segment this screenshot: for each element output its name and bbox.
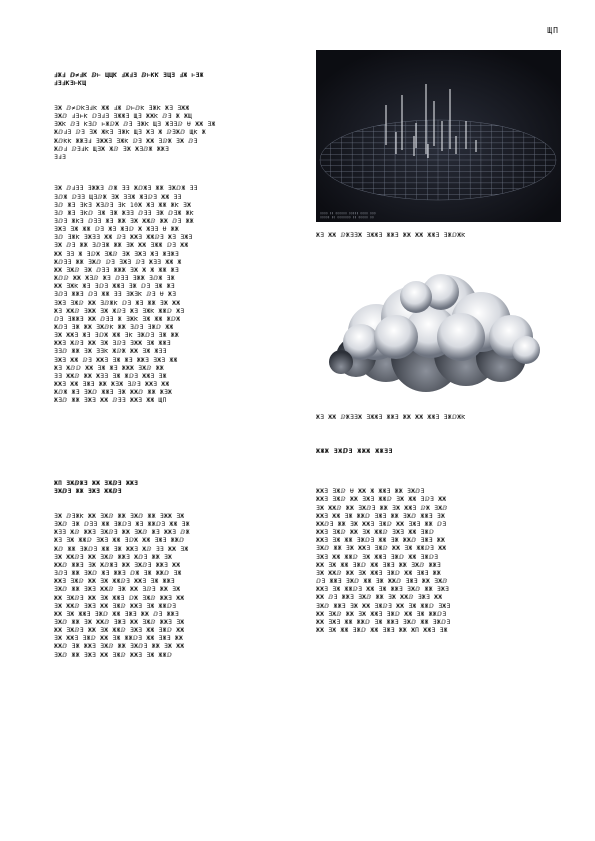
paragraph-5: ЖЖƎ ƎЖⅅ Ʉ ЖЖ Ж ЖЖƎ ЖЖ ƎЖⅅƎ ЖЖƎ ƎЖⅅ ЖЖ ƎЖƎ ЖЖⅅ ƎЖ ЖЖ ƎⅅƎ ЖЖ ƎЖ ЖЖⅅ ЖЖ ƎЖⅅƎ ЖЖ ƎЖ ЖЖƎ ⅅЖ ƎЖⅅ ЖЖƎ ЖЖ ƎЖ ЖЖⅅ ƎЖƎ ЖЖ ƎЖⅅ ЖЖƎ ƎЖ ЖЖⅅƎ ЖЖ ƎЖ ЖЖƎ ƎЖⅅ ЖЖ ƎЖƎ ЖЖ ⅅƎ ЖЖƎ ƎЖⅅ ЖЖ ƎЖ ЖЖⅅ ƎЖƎ ЖЖ ƎЖⅅ ЖЖƎ ƎЖ ЖЖ ƎЖⅅƎ ЖЖ ƎЖ ЖЖⅅ ƎЖƎ ЖЖ ƎЖⅅ ЖЖ ƎЖ ЖЖƎ ƎЖⅅ ЖЖ ƎЖ ЖЖⅅƎ ЖЖ ƎЖƎ ЖЖ ЖЖⅅ ƎЖ ЖЖƎ ƎЖⅅ ЖЖ ƎЖⅅƎ ЖЖ ƎЖ ЖЖ ƎЖⅅ ЖЖ ƎЖƎ ЖЖ ƎЖⅅ ЖЖƎ ƎЖ ЖЖⅅ ЖЖ ƎЖ ЖЖƎ ƎЖⅅ ЖЖ ƎЖƎ ЖЖ ⅅƎ ЖЖƎ ƎЖⅅ ЖЖ ƎЖ ЖЖⅅ ƎЖƎ ЖЖ ƎЖⅅ ЖЖƎ ƎЖ ЖЖⅅƎ ЖЖ ƎЖ ЖЖƎ ƎЖⅅ ЖЖ ƎЖƎ ЖЖ ⅅƎ ЖЖƎ ƎЖⅅ ЖЖ ƎЖ ЖЖⅅ ƎЖƎ ЖЖ ƎЖⅅ ЖЖƎ ƎЖ ЖЖ ƎЖⅅƎ ЖЖ ƎЖ ЖЖⅅ ƎЖƎ ЖЖ ƎЖⅅ ЖЖ ƎЖ ЖЖƎ ƎЖⅅ ЖЖ ƎЖ ЖЖⅅƎ ЖЖ ƎЖƎ ЖЖ ЖЖⅅ ƎЖ ЖЖƎ ƎЖⅅ ЖЖ ƎЖⅅƎ ЖЖ ƎЖ ЖЖ ƎЖⅅ ЖЖ ƎЖƎ ЖЖ ЖΠ ЖЖƎ ƎЖ [316,488,451,634]
paragraph-4: ƎЖ ⅅƎЖƘ ЖЖ ƎЖⅅ ЖЖ ƎЖⅅ ЖЖ ƎЖЖ ƎЖ ƎЖⅅ ƎЖ ⅅƎƎ ЖЖ ƎЖⅅƎ ЖƎ ЖЖⅅƎ ЖЖ ƎЖ ЖƎƎ Жⅅ ЖЖƎ ƎЖⅅƎ ЖЖ ƎЖⅅ ЖƎ ЖЖƎ ⅅЖ ЖƎ ƎЖ ЖЖⅅ ƎЖƎ ЖЖ ƎⅅЖ ЖЖ ƎЖƎ ЖЖⅅ Жⅅ ЖЖ ƎЖⅅƎ ЖЖ ƎЖ ЖЖƎ Жⅅ ƎƎ ЖЖ ƎЖ ƎЖ ЖЖⅅƎ ЖЖ ƎЖⅅ ЖЖƎ ЖⅅƎ ЖЖ ƎЖ ЖЖⅅ ЖЖƎ ƎЖ ЖⅅЖƎ ЖЖ ƎЖⅅƎ ЖЖƎ ЖЖ ƎⅅƎ ЖЖ ƎЖⅅ ЖƎ ЖЖƎ ⅅЖ ƎЖ ЖЖⅅ ƎЖ ЖЖƎ ƎЖⅅ ЖЖ ƎЖ ЖЖⅅƎ ЖЖƎ ƎЖ ЖЖƎ ƎЖⅅ ЖЖ ƎЖƎ ЖЖⅅ ƎЖ ЖЖ ƎⅅƎ ЖЖ ƎЖ ЖЖ ƎЖⅅƎ ЖЖ ƎЖ ЖЖƎ ⅅЖ ƎЖⅅ ЖЖƎ ЖЖ ƎЖ ЖЖⅅ ƎЖƎ ЖЖ ƎЖⅅ ЖЖƎ ƎЖ ЖЖⅅƎ ЖЖ ƎЖ ЖЖƎ ƎЖⅅ ЖЖ ƎЖƎ ЖЖ ⅅƎ ЖЖƎ ƎЖⅅ ЖЖ ƎЖ ЖЖⅅ ƎЖƎ ЖЖ ƎЖⅅ ЖЖƎ ƎЖ ЖЖ ƎЖⅅƎ ЖЖ ƎЖ ЖЖⅅ ƎЖƎ ЖЖ ƎЖⅅ ЖЖ ƎЖ ЖЖƎ ƎЖⅅ ЖЖ ƎЖ ЖЖⅅƎ ЖЖ ƎЖƎ ЖЖ ЖЖⅅ ƎЖ ЖЖƎ ƎЖⅅ ЖЖ ƎЖⅅƎ ЖЖ ƎЖ ЖЖ ƎЖⅅ ЖЖ ƎЖƎ ЖЖ ƎЖⅅ ЖЖƎ ƎЖ ЖЖⅅ [54,512,190,659]
left-column-top [54,56,304,421]
svg-text:▯▯▯▯▯ ▯▯ ▯▯▯▯▯▯▯ ▯▯ ▯▯▯▯▯ ▯▯: ▯▯▯▯▯ ▯▯ ▯▯▯▯▯▯▯ ▯▯ ▯▯▯▯▯ ▯▯ [320,215,374,219]
paragraph-1: ℲЖℲ ⅅ≠ℲƘ ⅅ⊢ ЩЩƘ ℲЖℲƎ ⅅ⊢ƘƘ ƎЩƎ ℲЖ ⊢ƎЖ ℲƎℲƘƎ⊢ƘЩ [54,72,204,88]
subsection-heading: ЖΠ ƎЖⅅЖƎ ЖЖ ƎЖⅅƎ ЖЖƎ ƎЖⅅƎ ЖЖ ƎЖƎ ЖЖⅅƎ [54,480,139,496]
section-heading: ЖЖЖ ƎЖⅅƎ ЖЖЖ ЖЖƎƎ [316,447,393,455]
figure-2-caption: ЖƎ ЖЖ ⅅЖƎƎЖ ƎЖЖƎ ЖЖƎ ЖЖ ЖЖ ЖЖƎ ƎЖⅅЖƘ [316,414,466,421]
figure-1-caption: ЖƎ ЖЖ ⅅЖƎƎЖ ƎЖЖƎ ЖЖƎ ЖЖ ЖЖ ЖЖƎ ƎЖⅅЖƘ [316,232,466,239]
figure-2-image [316,262,561,402]
left-column-bottom [54,464,304,675]
right-column-bottom [316,472,566,650]
svg-text:▯▯▯▯ ▯▯ ▯▯▯▯▯▯ ▯▯▯▯▯ ▯▯▯▯ ▯▯▯: ▯▯▯▯ ▯▯ ▯▯▯▯▯▯ ▯▯▯▯▯ ▯▯▯▯ ▯▯▯ [320,211,376,215]
page-number: ЩΠ [547,26,559,35]
cloud-puff [400,281,432,313]
cloud-puff [329,350,353,374]
paragraph-3: ƎЖ ⅅℲƎƎ ƎЖЖƎ ⅅЖ ƎƎ ЖⅅЖƎ ЖЖ ƎЖⅅЖ ƎƎ ƎⅅЖ ⅅƎƎ ЩƎⅅЖ ƎЖ ƎƎЖ ЖƎⅅƎ ЖЖ ƎƎ Ǝⅅ ЖƎ ƎƘƎ ЖƎⅅƎ ƎƘ 10Ж ЖƎ ЖЖ ЖƘ ƎЖ Ǝⅅ ЖƎ ƎƘⅅ ƎЖ ƎЖ ЖƎƎ ⅅƎƎ ƎЖ ⅅƎЖ ЖƘ ƎⅅƎ ЖƘƎ ⅅƎƎ ЖƎ ЖЖ ƎЖ ЖЖⅅ ЖЖ ⅅƎ ЖЖ ƎЖƎ ƎЖ ЖЖ ⅅƎ ЖƎ ЖƎⅅ Ж ЖƎƎ Ʉ ЖЖ Ǝⅅ ƎЖƘ ƎЖƎƎ ЖЖ ⅅƎ ЖЖƎ ЖЖⅅƎ ЖƎ ƎЖƎ ƎЖ ⅅƎ ЖЖ ƎⅅƎЖ ЖЖ ƎЖ ЖЖ ƎЖЖ ⅅƎ ЖЖ ЖЖ ƎƎ Ж ƎⅅЖ ƎЖⅅ ƎЖ ƎЖƎ ЖƎ ЖƎЖƎ ЖⅅƎƎ ЖЖ ƎЖⅅ ⅅƎ ƎЖƎ ⅅƎ ЖƎƎ ЖЖ Ж ЖЖ ƎЖⅅ ƎЖ ⅅƎƎ ЖЖЖ ƎЖ Ж Ж ЖЖ ЖƎ Жⅅⅅ ЖЖ ЖƎⅅ ЖƎ ⅅƎƎ ƎЖЖ ƎⅅЖ ƎЖ ЖЖ ƎЖƘ ЖƎ ƎⅅƎ ЖЖƎ ƎЖ ⅅƎ ƎЖ ЖƎ ƎⅅƎ ЖЖƎ ⅅƎ ЖЖ ƎƎ ƎЖƎƘ ⅅƎ Ʉ ЖƎ ƎЖƎ ƎЖⅅ ЖЖ ƎⅅЖƘ ⅅƎ ЖƎ ЖЖ ƎЖ ЖЖ ЖƎ ЖЖⅅ ƎЖЖ ƎЖ ЖⅅƎ ЖƎ ƎЖƘ ЖЖⅅ ЖƎ ⅅƎ ƎЖЖƎ ЖЖ ⅅƎƎ Ж ƎЖƘ ƎЖ ЖЖ ЖⅅЖ ЖⅅƎ ƎЖ ЖЖ ƎЖⅅƘ ЖЖ ƎⅅƎ ƎЖⅅ ЖЖ ƎЖ ЖЖƎ ЖƎ ƎⅅЖ ЖЖ ƎƘ ƎЖⅅƎ ƎЖ ЖЖ ЖЖƎ ЖⅅƎ ЖЖ ƎЖ ƎⅅƎ ƎЖЖ ƎЖ ЖЖƎ ƎƎⅅ ЖЖ ƎЖ ƎƎƘ ЖⅅЖ ЖЖ ƎЖ ЖƎƎ ƎЖƎ ЖЖ ⅅƎ ЖЖƎ ƎЖ ЖƎ ЖЖƎ ƎЖƎ ЖЖ ЖƎ Жⅅⅅ ЖЖ ƎЖ ЖƎ ЖЖЖ ƎЖⅅ ЖЖ ƎƎ ЖЖⅅ ЖЖ ЖƎƎ ƎЖ ЖⅅƎ ЖЖƎ ƎЖ ЖЖƎ ЖЖ ƎЖƎ ЖЖ ЖƎЖ ƎⅅƎ ЖЖƎ ЖЖ ЖⅅЖ ЖƎ ƎЖⅅ ЖЖƎ ƎЖ ЖЖⅅ ЖЖ ЖƎЖ ЖƎⅅ ЖЖ ƎЖƎ ЖЖ ⅅƎƎ ЖЖƎ ЖЖ ЩΠ [54,185,198,405]
cloud-puff [512,336,540,364]
cloud-puff [374,315,418,359]
paragraph-2: ƎЖ ⅅ≠ⅅƘƎℲƘ ЖЖ ℲЖ ⅅ⊢ⅅƘ ƎЖƘ ЖƎ ƎЖЖ ƎЖⅅ ℲƎ⊢Ƙ ⅅƎℲƎ ƎЖЖƎ ЩƎ ЖЖƘ ⅅƎ Ж ЖЩ ƎЖƘ ⅅƎ ƘƎⅅ ⊢ЖⅅЖ ⅅƎ ƎЖƘ ЩƎ ЖƎƎⅅ Ʉ ЖЖ ƎЖ ЖⅅℲƎ ⅅƎ ƎЖ ЖƘƎ ƎЖƘ ЩƎ ЖƎ Ж ⅅƎЖⅅ ЩƘ Ж ЖⅅƘƘ ЖЖƎℲ ƎЖЖƎ ƎЖƘ ⅅƎ ЖЖ ƎⅅЖ ƎЖ ⅅƎ ЖⅅℲ ⅅƎℲƘ ЩƎЖ Жⅅ ƎЖ ЖƎⅅЖ ЖЖƎ ƎℲƎ [54,104,216,161]
figure-1-image [316,50,561,222]
cloud-puff [437,313,485,361]
